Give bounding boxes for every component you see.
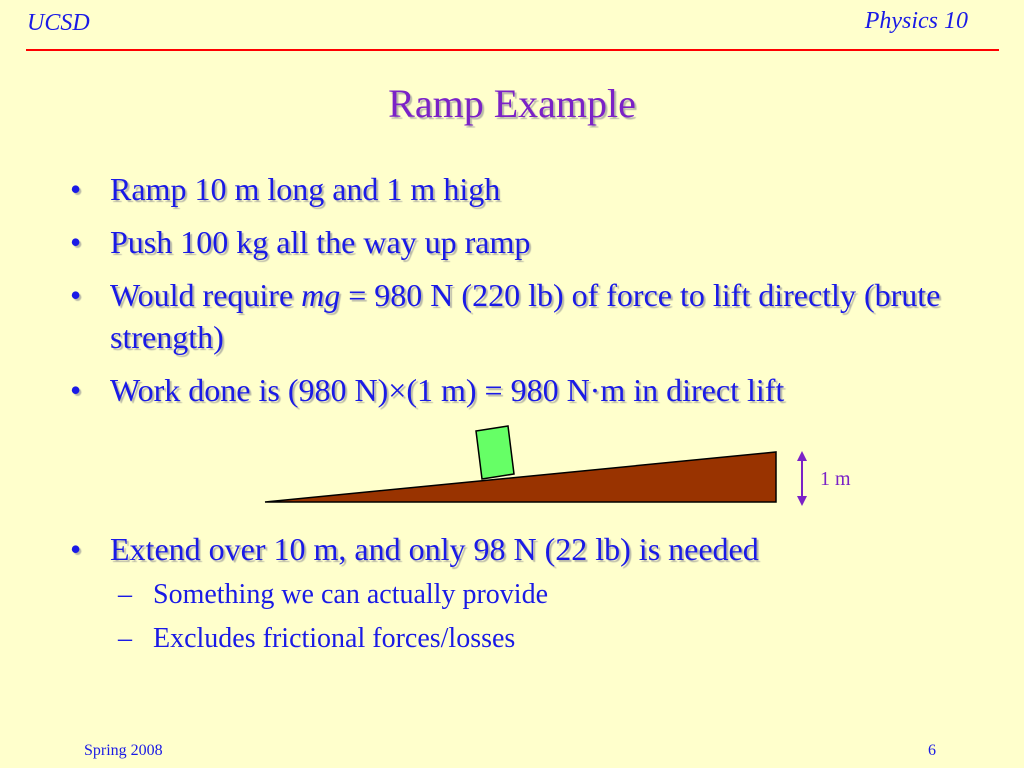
sub-bullet-item: [118, 622, 548, 656]
sub-bullet-list: [118, 578, 548, 666]
sub-bullet-dash: –: [118, 579, 132, 610]
bullet-text: Ramp 10 m long and 1 m high: [110, 171, 501, 207]
bullet-dot: •: [70, 277, 82, 313]
bullet-text: Extend over 10 m, and only 98 N (22 lb) is needed: [110, 531, 759, 567]
header-left: UCSD: [27, 10, 90, 36]
sub-bullet-text: Excludes frictional forces/losses: [153, 623, 516, 654]
bullet-text-mg: mg: [301, 277, 341, 313]
block-on-ramp: [476, 426, 514, 479]
height-arrow-head-top: [797, 451, 807, 461]
bullet-dot: •: [70, 224, 82, 260]
bullet-text: Work done is (980 N)×(1 m) = 980 N·m in direct lift: [110, 372, 785, 408]
bullet-dot: •: [70, 531, 82, 567]
sub-bullet-dash: –: [118, 623, 132, 654]
height-label: 1 m: [820, 468, 851, 490]
bullet-text-post: = 980 N (220 lb) of force to lift directly (brute strength): [110, 277, 941, 355]
bullet-text-pre: Would require: [110, 277, 302, 313]
bullet-list-2: [70, 528, 970, 581]
height-arrow-head-bottom: [797, 496, 807, 506]
bullet-text: Push 100 kg all the way up ramp: [110, 224, 531, 260]
sub-bullet-item: [118, 578, 548, 612]
slide-number: 6: [928, 742, 936, 759]
bullet-dot: •: [70, 372, 82, 408]
slide-title: Ramp Example: [388, 81, 636, 126]
footer-date: Spring 2008: [84, 742, 163, 759]
sub-bullet-text: Something we can actually provide: [153, 579, 548, 610]
header-right: Physics 10: [864, 8, 968, 34]
bullet-dot: •: [70, 171, 82, 207]
bullet-item: [70, 528, 970, 570]
ramp-shape: [265, 452, 776, 502]
